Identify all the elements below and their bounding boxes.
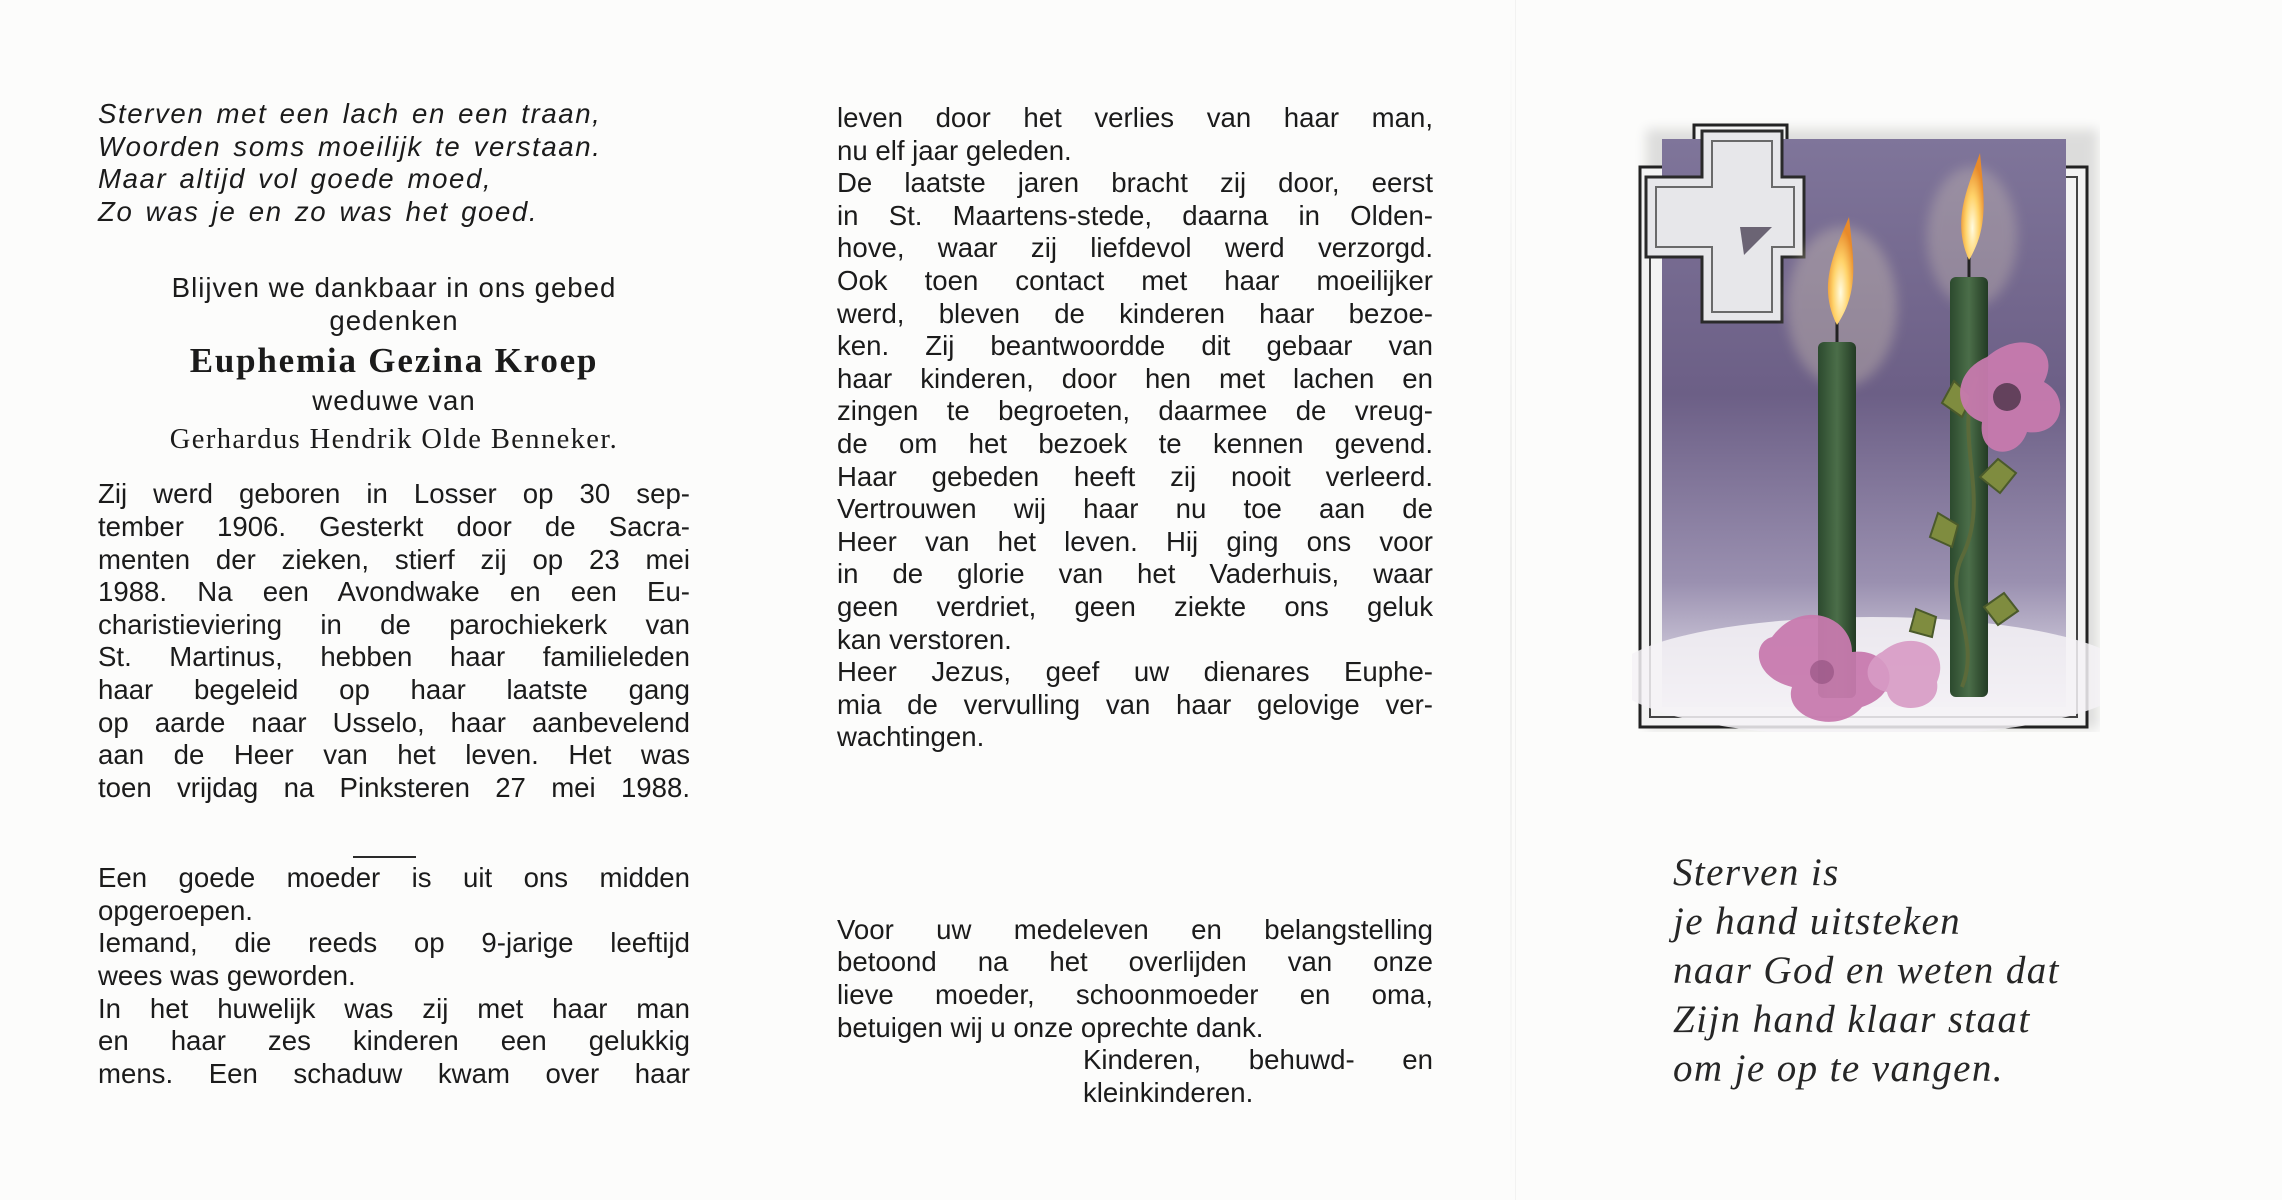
text-line: geen verdriet, geen ziekte ons geluk — [837, 590, 1433, 622]
middle-column — [837, 102, 1433, 1109]
poem-line: Sterven met een lach en een traan, — [98, 98, 602, 129]
memorial-photo — [1632, 117, 2100, 732]
text-line: in de glorie van het Vaderhuis, waar — [837, 558, 1433, 590]
text-line: kan verstoren. — [837, 623, 1012, 655]
biography-line: toen vrijdag na Pinksteren 27 mei 1988. — [98, 771, 690, 803]
card-fold-line — [1510, 0, 1512, 1200]
quote-line: Sterven is — [1673, 851, 1840, 894]
poem-line: Maar altijd vol goede moed, — [98, 163, 493, 195]
mother-line: Een goede moeder is uit ons midden — [98, 862, 690, 894]
text-line: zingen te begroeten, daarmee de vreug- — [837, 395, 1433, 427]
text-line: Vertrouwen wij haar nu toe aan de — [837, 493, 1433, 525]
mother-line: In het huwelijk was zij met haar man — [98, 992, 690, 1024]
deceased-name: Euphemia Gezina Kroep — [189, 340, 599, 380]
text-line: hove, waar zij liefdevol werd verzorgd. — [837, 232, 1433, 264]
text-line: haar kinderen, door hen met lachen en — [837, 362, 1433, 394]
remembrance-line: gedenken — [329, 304, 459, 336]
remembrance-line: Blijven we dankbaar in ons gebed — [171, 272, 617, 304]
closing-quote — [1673, 848, 2233, 1093]
text-line: nu elf jaar geleden. — [837, 134, 1072, 166]
biography-line: St. Martinus, hebben haar familieleden — [98, 641, 690, 673]
text-line: Ook toen contact met haar moeilijker — [837, 264, 1433, 296]
biography-line: Zij werd geboren in Losser op 30 sep- — [98, 478, 690, 510]
remembrance-block — [98, 272, 690, 337]
text-line: Haar gebeden heeft zij nooit verleerd. — [837, 460, 1433, 492]
text-line: de om het bezoek te kennen gevend. — [837, 427, 1433, 459]
biography-line: tember 1906. Gesterkt door de Sacra- — [98, 510, 690, 542]
biography-text — [98, 478, 690, 804]
text-line: mia de vervulling van haar gelovige ver- — [837, 688, 1433, 720]
text-line: Heer Jezus, geef uw dienares Euphe- — [837, 656, 1433, 688]
mother-line: opgeroepen. — [98, 894, 253, 926]
candles-photo-illustration — [1632, 117, 2100, 732]
text-line: De laatste jaren bracht zij door, eerst — [837, 167, 1433, 199]
text-line: in St. Maartens-stede, daarna in Olden- — [837, 199, 1433, 231]
thanks-line: Voor uw medeleven en belangstelling — [837, 913, 1433, 945]
quote-line: je hand uitsteken — [1673, 900, 1962, 943]
biography-line: 1988. Na een Avondwake en een Eu- — [98, 576, 690, 608]
mother-line: wees was geworden. — [98, 960, 356, 992]
husband-name: Gerhardus Hendrik Olde Benneker. — [169, 423, 619, 455]
thanks-line: betuigen wij u onze oprechte dank. — [837, 1011, 1264, 1043]
biography-line: op aarde naar Usselo, haar aanbevelend — [98, 706, 690, 738]
biography-line: haar begeleid op haar laatste gang — [98, 673, 690, 705]
card-fold-shadow — [1515, 0, 1516, 1200]
biography-line: charistieviering in de parochiekerk van — [98, 608, 690, 640]
biography-line: menten der zieken, stierf zij op 23 mei — [98, 543, 690, 575]
quote-line: Zijn hand klaar staat — [1673, 998, 2031, 1041]
widow-of-label: weduwe van — [312, 385, 476, 417]
poem-line: Zo was je en zo was het goed. — [98, 195, 539, 227]
text-line: werd, bleven de kinderen haar bezoe- — [837, 297, 1433, 329]
signature-line: kleinkinderen. — [1083, 1076, 1254, 1108]
quote-line: om je op te vangen. — [1673, 1047, 2004, 1090]
text-line: leven door het verlies van haar man, — [837, 102, 1433, 133]
text-line: Heer van het leven. Hij ging ons voor — [837, 525, 1433, 557]
mother-line: en haar zes kinderen een gelukkig — [98, 1025, 690, 1057]
thanks-line: betoond na het overlijden van onze — [837, 946, 1433, 978]
text-line: ken. Zij beantwoordde dit gebaar van — [837, 330, 1433, 362]
thanks-text — [837, 914, 1433, 1110]
opening-poem — [98, 98, 690, 228]
text-line: wachtingen. — [837, 721, 985, 753]
mother-line: Iemand, die reeds op 9-jarige leeftijd — [98, 927, 690, 959]
biography-line: aan de Heer van het leven. Het was — [98, 739, 690, 771]
continuation-text — [837, 102, 1433, 754]
poem-line: Woorden soms moeilijk te verstaan. — [98, 130, 602, 162]
left-column — [98, 98, 690, 1090]
signature-line: Kinderen, behuwd- en — [1083, 1044, 1433, 1076]
quote-line: naar God en weten dat — [1673, 949, 2060, 992]
mother-text — [98, 862, 690, 1090]
thanks-line: lieve moeder, schoonmoeder en oma, — [837, 979, 1433, 1011]
mother-line: mens. Een schaduw kwam over haar — [98, 1057, 690, 1089]
section-divider — [353, 856, 416, 858]
